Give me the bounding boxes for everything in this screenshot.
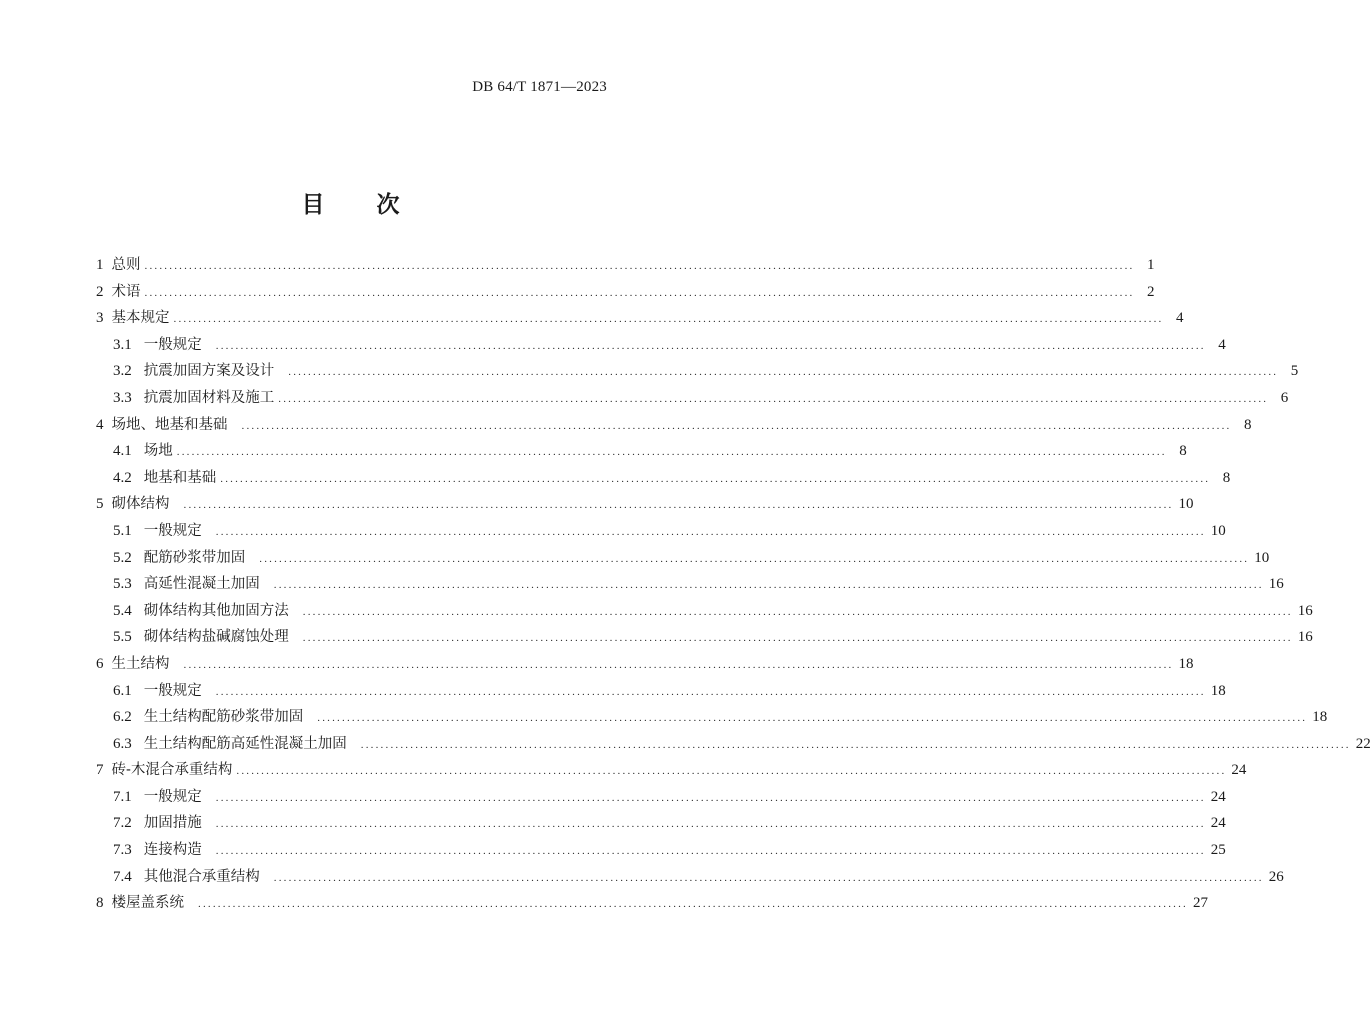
toc-entry-page-number: 18: [1178, 655, 1194, 672]
toc-entry-title: 砖-木混合承重结构: [111, 762, 233, 779]
toc-entry[interactable]: [96, 837, 1226, 864]
toc-entry-page-number: 18: [1210, 682, 1226, 699]
toc-entry-title: 一般规定: [143, 788, 202, 805]
toc-entry-page-number: 4: [1176, 310, 1184, 327]
toc-entry[interactable]: [96, 545, 1270, 572]
toc-entry-title: 一般规定: [143, 522, 202, 539]
toc-entry-number: 5.1: [113, 522, 132, 539]
toc-entry-title: 生土结构配筋砂浆带加固: [143, 709, 304, 726]
toc-entry-page-number: 10: [1210, 522, 1226, 539]
toc-entry-title: 场地、地基和基础: [111, 416, 228, 433]
toc-entry-number: 3.3: [113, 389, 132, 406]
toc-entry-number: 7: [96, 762, 104, 779]
toc-entry-page-number: 24: [1231, 762, 1247, 779]
toc-entry-title: 连接构造: [143, 842, 202, 859]
toc-entry-number: 5.5: [113, 629, 132, 646]
toc-dot-leader: ........................................................................................................................................................................................................: [144, 286, 1135, 299]
toc-entry-number: 5.4: [113, 602, 132, 619]
toc-entry[interactable]: [96, 385, 1289, 412]
toc-entry-page-number: 18: [1312, 709, 1328, 726]
toc-dot-leader: ........................................................................................................................................................................................................: [273, 579, 1264, 592]
toc-entry-title: 配筋砂浆带加固: [143, 549, 246, 566]
toc-entry-title: 楼屋盖系统: [111, 895, 184, 912]
toc-entry-number: 7.4: [113, 868, 132, 885]
toc-entry-title: 一般规定: [143, 682, 202, 699]
toc-entry[interactable]: [96, 731, 1371, 758]
toc-entry[interactable]: [96, 491, 1194, 518]
toc-dot-leader: ........................................................................................................................................................................................................: [220, 472, 1211, 485]
toc-entry-number: 2: [96, 283, 104, 300]
toc-entry-title: 砌体结构盐碱腐蚀处理: [143, 629, 289, 646]
toc-dot-leader: ........................................................................................................................................................................................................: [360, 738, 1351, 751]
toc-entry-number: 6.1: [113, 682, 132, 699]
toc-dot-leader: ........................................................................................................................................................................................................: [198, 898, 1188, 911]
toc-entry-page-number: 2: [1147, 283, 1155, 300]
toc-entry-page-number: 4: [1218, 336, 1226, 353]
toc-entry[interactable]: [96, 358, 1299, 385]
toc-entry-page-number: 1: [1147, 257, 1155, 273]
toc-entry-number: 7.1: [113, 788, 132, 805]
toc-dot-leader: ........................................................................................................................................................................................................: [183, 658, 1174, 671]
toc-entry-number: 3: [96, 310, 104, 327]
toc-entry-page-number: 16: [1297, 602, 1313, 619]
toc-dot-leader: ........................................................................................................................................................................................................: [215, 525, 1206, 538]
toc-entry[interactable]: [96, 810, 1226, 837]
page-title-char-1: 目: [301, 192, 325, 218]
toc-entry-page-number: 27: [1193, 895, 1208, 912]
toc-entry[interactable]: [96, 890, 1208, 917]
toc-dot-leader: ........................................................................................................................................................................................................: [176, 446, 1167, 459]
toc-entry-number: 4.2: [113, 469, 132, 486]
toc-entry[interactable]: [96, 252, 1155, 279]
toc-dot-leader: ........................................................................................................................................................................................................: [215, 685, 1206, 698]
toc-dot-leader: ........................................................................................................................................................................................................: [215, 339, 1206, 352]
toc-entry[interactable]: [96, 704, 1328, 731]
toc-entry-page-number: 5: [1290, 363, 1299, 380]
toc-entry-page-number: 10: [1254, 549, 1270, 566]
standard-code: DB 64/T 1871—2023: [472, 79, 607, 95]
toc-entry-page-number: 6: [1280, 389, 1289, 406]
toc-dot-leader: ........................................................................................................................................................................................................: [144, 260, 1135, 272]
toc-entry-page-number: 22: [1355, 735, 1371, 752]
toc-entry-title: 基本规定: [111, 310, 170, 327]
toc-entry-title: 抗震加固方案及设计: [143, 363, 275, 380]
toc-entry-title: 其他混合承重结构: [143, 868, 260, 885]
toc-entry-number: 3.1: [113, 336, 132, 353]
toc-dot-leader: ........................................................................................................................................................................................................: [183, 499, 1174, 512]
toc-entry-title: 抗震加固材料及施工: [143, 389, 275, 406]
toc-entry[interactable]: [96, 305, 1184, 332]
toc-entry-page-number: 24: [1210, 788, 1226, 805]
toc-entry-page-number: 8: [1179, 443, 1187, 460]
toc-dot-leader: ........................................................................................................................................................................................................: [273, 871, 1264, 884]
toc-entry-number: 7.3: [113, 842, 132, 859]
toc-dot-leader: ........................................................................................................................................................................................................: [317, 712, 1308, 725]
toc-dot-leader: ........................................................................................................................................................................................................: [302, 605, 1293, 618]
toc-entry[interactable]: [96, 438, 1187, 465]
toc-dot-leader: ........................................................................................................................................................................................................: [288, 366, 1279, 379]
toc-entry-page-number: 25: [1210, 842, 1226, 859]
toc-entry-number: 4: [96, 416, 104, 433]
toc-entry[interactable]: [96, 412, 1252, 439]
toc-entry[interactable]: [96, 624, 1313, 651]
toc-entry-page-number: 8: [1222, 469, 1231, 486]
toc-entry[interactable]: [96, 518, 1226, 545]
toc-dot-leader: ........................................................................................................................................................................................................: [215, 845, 1206, 858]
toc-entry-number: 7.2: [113, 815, 132, 832]
toc-entry[interactable]: [96, 651, 1194, 678]
toc-dot-leader: ........................................................................................................................................................................................................: [215, 791, 1206, 804]
toc-entry-number: 5.2: [113, 549, 132, 566]
toc-entry-page-number: 16: [1297, 629, 1313, 646]
toc-dot-leader: ........................................................................................................................................................................................................: [259, 552, 1250, 565]
toc-entry-number: 5: [96, 496, 104, 513]
toc-entry-page-number: 24: [1210, 815, 1226, 832]
toc-entry[interactable]: [96, 757, 1247, 784]
toc-entry-title: 场地: [143, 443, 173, 460]
table-of-contents: [96, 252, 1371, 917]
toc-dot-leader: ........................................................................................................................................................................................................: [278, 392, 1269, 405]
toc-dot-leader: ........................................................................................................................................................................................................: [241, 419, 1232, 432]
toc-entry-page-number: 16: [1268, 576, 1284, 593]
toc-entry[interactable]: [96, 678, 1226, 705]
toc-entry-title: 术语: [111, 283, 141, 300]
toc-entry[interactable]: [96, 465, 1231, 492]
toc-dot-leader: ........................................................................................................................................................................................................: [236, 765, 1227, 778]
toc-dot-leader: ........................................................................................................................................................................................................: [173, 313, 1164, 326]
page-title-char-2: 次: [376, 192, 400, 218]
toc-entry[interactable]: [96, 784, 1226, 811]
toc-entry-title: 砌体结构其他加固方法: [143, 602, 289, 619]
toc-entry[interactable]: [96, 598, 1313, 625]
toc-entry-title: 高延性混凝土加固: [143, 576, 260, 593]
toc-entry[interactable]: [96, 279, 1155, 306]
toc-entry-title: 加固措施: [143, 815, 202, 832]
toc-entry-number: 4.1: [113, 443, 132, 460]
toc-entry[interactable]: [96, 332, 1226, 359]
toc-entry-number: 1: [96, 257, 104, 273]
toc-entry-page-number: 10: [1178, 496, 1194, 513]
toc-entry-number: 8: [96, 895, 104, 912]
toc-entry-page-number: 26: [1268, 868, 1284, 885]
toc-entry-number: 6.3: [113, 735, 132, 752]
toc-entry-number: 6: [96, 655, 104, 672]
toc-entry-title: 总则: [111, 257, 141, 273]
toc-dot-leader: ........................................................................................................................................................................................................: [302, 632, 1293, 645]
toc-dot-leader: ........................................................................................................................................................................................................: [215, 818, 1206, 831]
toc-entry-title: 砌体结构: [111, 496, 170, 513]
toc-entry-title: 地基和基础: [143, 469, 217, 486]
toc-entry-number: 5.3: [113, 576, 132, 593]
toc-entry-page-number: 8: [1244, 416, 1252, 433]
toc-entry-number: 6.2: [113, 709, 132, 726]
toc-entry-title: 生土结构配筋高延性混凝土加固: [143, 735, 347, 752]
page-title: [0, 186, 701, 219]
toc-entry-number: 3.2: [113, 363, 132, 380]
toc-entry-title: 一般规定: [143, 336, 202, 353]
toc-entry-title: 生土结构: [111, 655, 170, 672]
toc-entry[interactable]: [96, 571, 1284, 598]
toc-entry[interactable]: [96, 864, 1284, 891]
